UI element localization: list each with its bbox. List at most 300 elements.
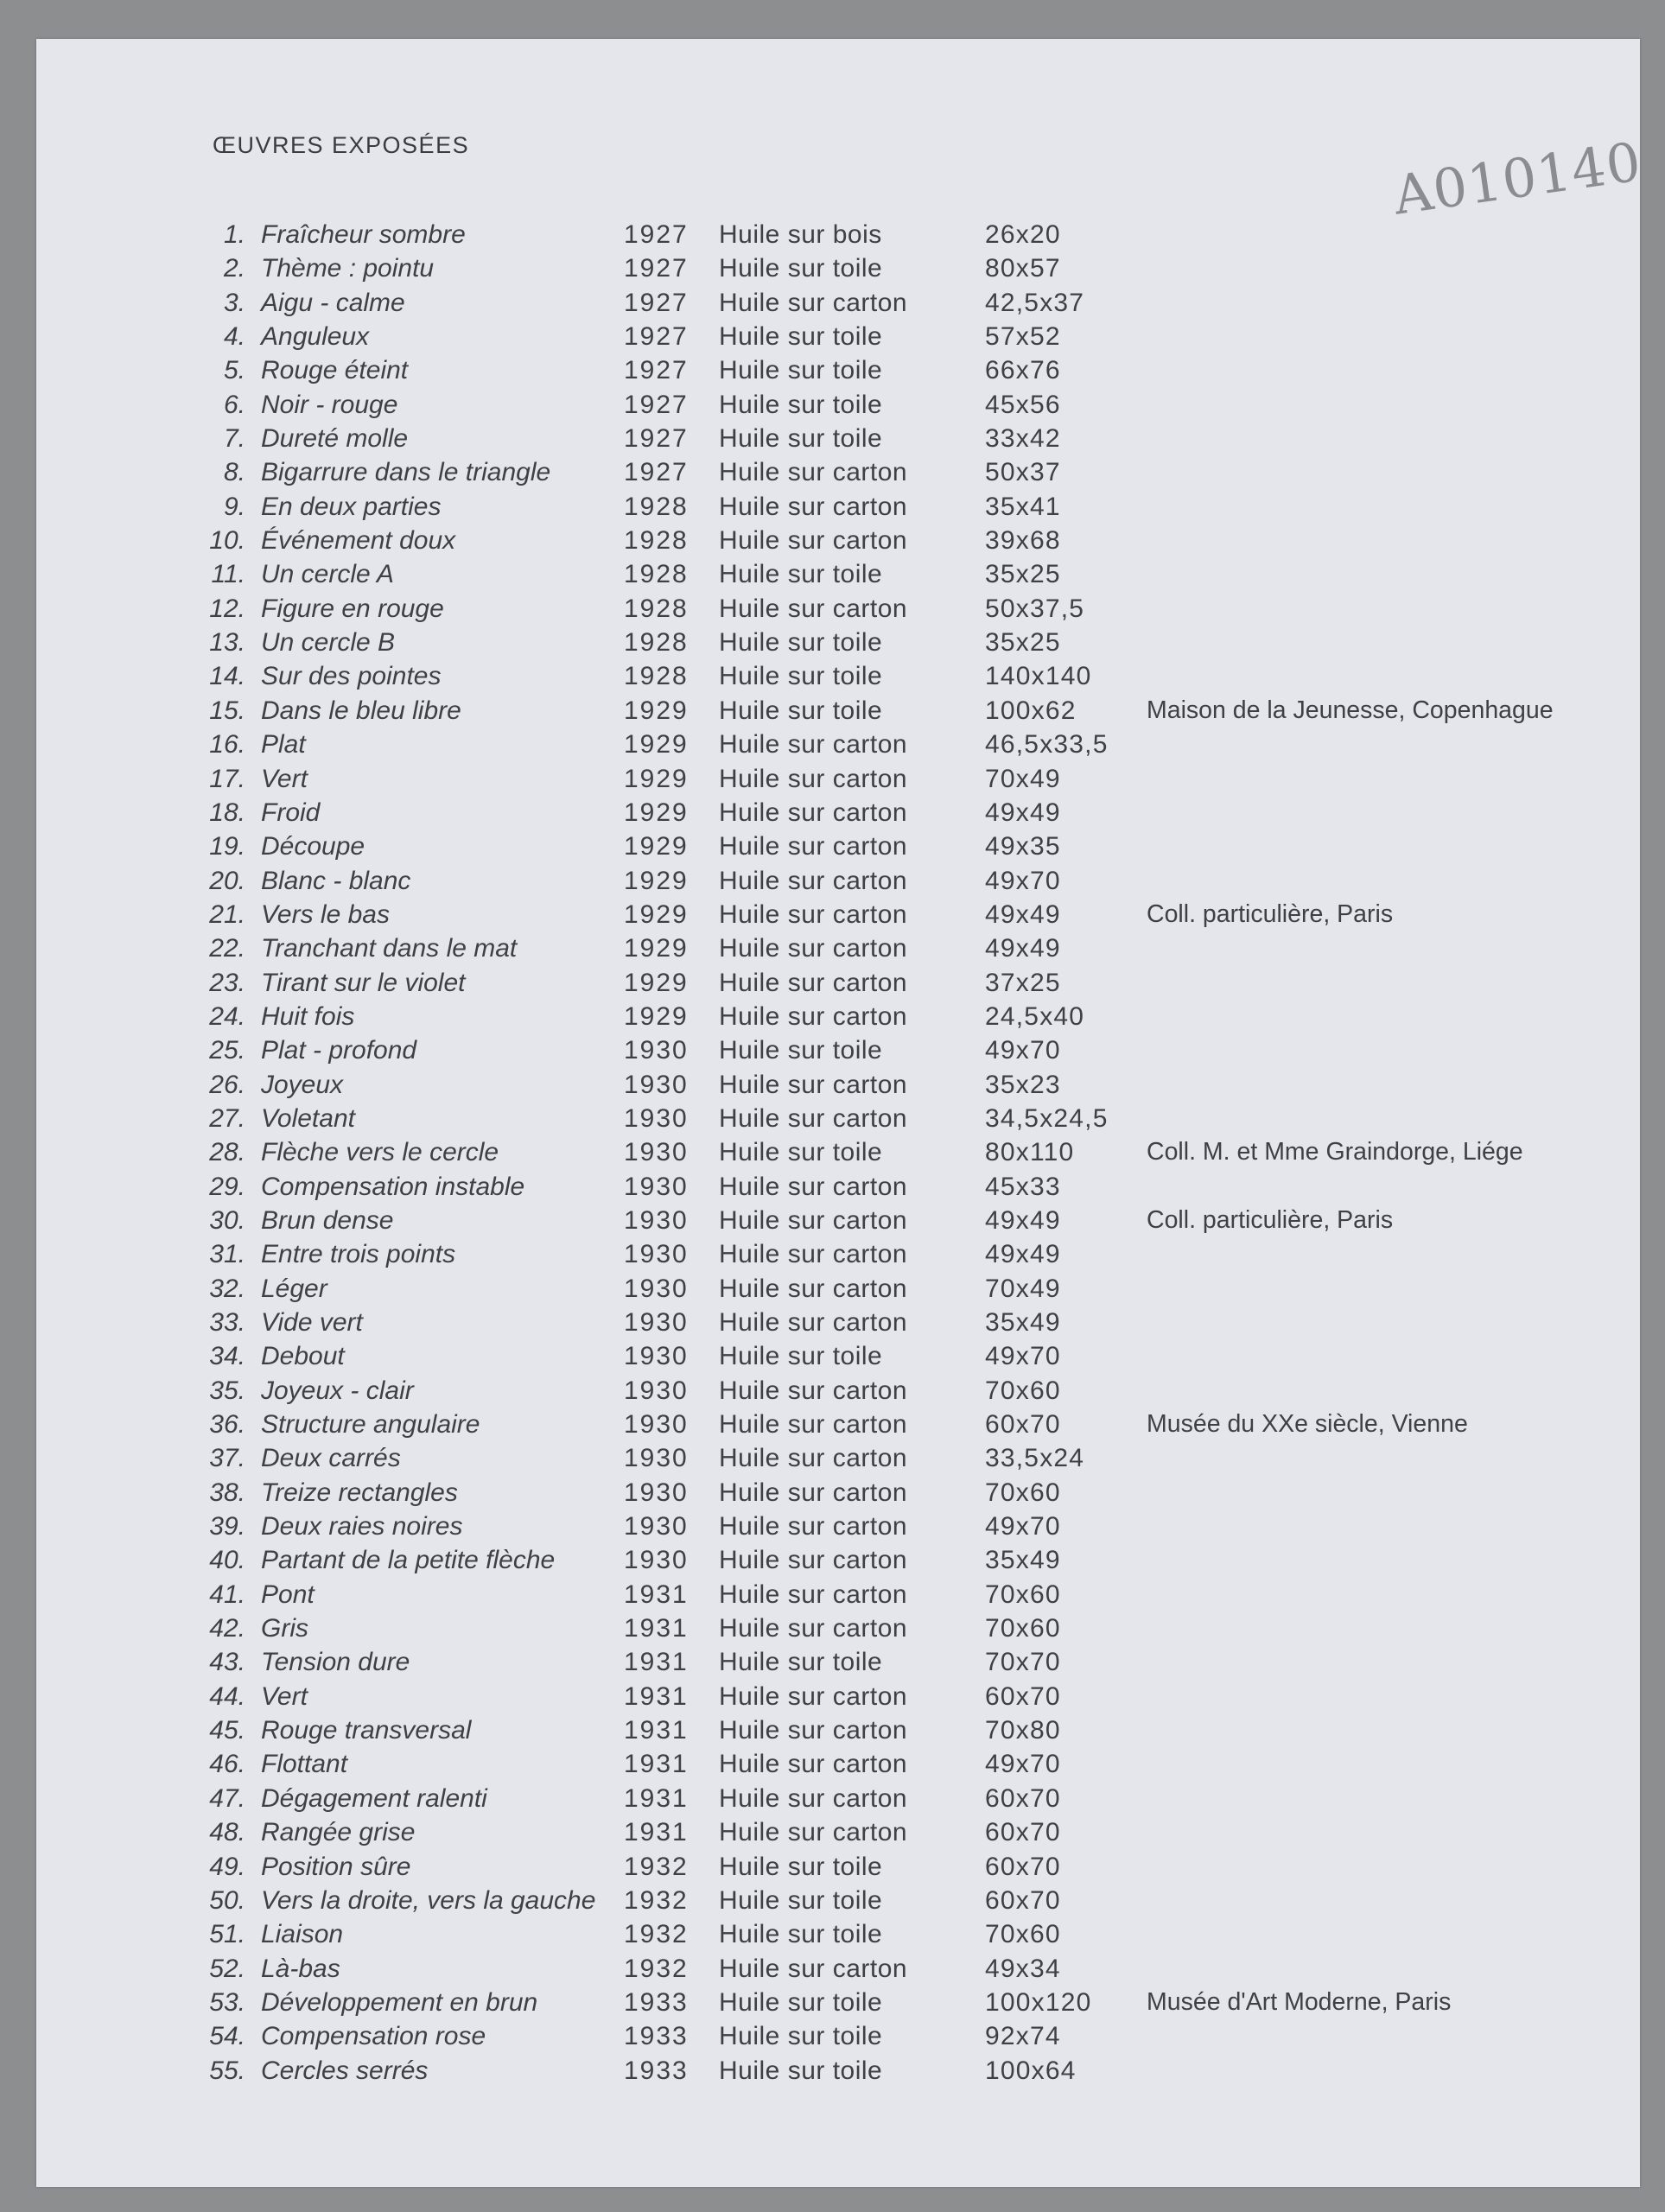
work-year: 1930 xyxy=(624,1205,689,1235)
work-number: 23. xyxy=(209,968,245,997)
list-item xyxy=(36,254,1640,288)
work-collection: Coll. particulière, Paris xyxy=(1147,899,1394,928)
work-number: 48. xyxy=(209,1818,245,1847)
work-medium: Huile sur toile xyxy=(719,1920,883,1949)
work-dimensions: 49x49 xyxy=(985,1240,1061,1269)
work-year: 1928 xyxy=(624,492,689,521)
work-year: 1931 xyxy=(624,1580,689,1609)
list-item xyxy=(36,1546,1640,1580)
work-title: Brun dense xyxy=(261,1205,394,1235)
list-item xyxy=(36,696,1640,730)
work-year: 1927 xyxy=(624,390,689,419)
work-number: 50. xyxy=(209,1885,245,1915)
work-dimensions: 49x49 xyxy=(985,934,1061,963)
work-year: 1930 xyxy=(624,1444,689,1473)
work-year: 1933 xyxy=(624,1987,689,2017)
work-number: 1. xyxy=(223,220,245,249)
work-medium: Huile sur carton xyxy=(719,492,908,521)
work-number: 9. xyxy=(223,492,245,521)
work-title: Aigu - calme xyxy=(261,288,405,317)
work-medium: Huile sur toile xyxy=(719,696,883,725)
work-number: 22. xyxy=(209,934,245,963)
work-title: Compensation rose xyxy=(261,2022,486,2051)
work-dimensions: 60x70 xyxy=(985,1885,1061,1915)
work-medium: Huile sur toile xyxy=(719,2022,883,2051)
work-dimensions: 70x60 xyxy=(985,1580,1061,1609)
work-title: Structure angulaire xyxy=(261,1410,480,1440)
work-title: Pont xyxy=(261,1580,315,1609)
work-title: Joyeux xyxy=(261,1070,344,1099)
list-item xyxy=(36,1784,1640,1818)
work-dimensions: 50x37 xyxy=(985,458,1061,487)
work-dimensions: 26x20 xyxy=(985,220,1061,249)
work-dimensions: 42,5x37 xyxy=(985,288,1085,317)
work-year: 1931 xyxy=(624,1648,689,1677)
work-number: 2. xyxy=(223,254,245,283)
work-collection: Coll. M. et Mme Graindorge, Liége xyxy=(1147,1138,1523,1166)
work-medium: Huile sur carton xyxy=(719,526,908,556)
work-medium: Huile sur carton xyxy=(719,1205,908,1235)
work-title: Léger xyxy=(261,1274,327,1303)
list-item xyxy=(36,220,1640,254)
work-year: 1931 xyxy=(624,1681,689,1711)
list-item xyxy=(36,1240,1640,1274)
work-title: Entre trois points xyxy=(261,1240,456,1269)
work-number: 44. xyxy=(209,1681,245,1711)
list-item xyxy=(36,1886,1640,1920)
work-title: Cercles serrés xyxy=(261,2056,429,2085)
work-number: 52. xyxy=(209,1954,245,1983)
work-number: 41. xyxy=(209,1580,245,1609)
work-number: 5. xyxy=(223,356,245,385)
list-item xyxy=(36,1138,1640,1172)
work-title: Noir - rouge xyxy=(261,390,398,419)
list-item xyxy=(36,1580,1640,1614)
work-dimensions: 45x33 xyxy=(985,1172,1061,1201)
work-medium: Huile sur carton xyxy=(719,832,908,861)
catalog-page xyxy=(36,39,1646,2187)
work-number: 55. xyxy=(209,2056,245,2085)
work-dimensions: 35x25 xyxy=(985,628,1061,658)
work-collection: Musée d'Art Moderne, Paris xyxy=(1147,1987,1452,2016)
list-item xyxy=(36,1750,1640,1783)
work-year: 1929 xyxy=(624,764,689,793)
work-dimensions: 60x70 xyxy=(985,1783,1061,1813)
work-number: 21. xyxy=(209,899,245,929)
work-medium: Huile sur carton xyxy=(719,288,908,317)
list-item xyxy=(36,798,1640,832)
work-title: Gris xyxy=(261,1614,308,1643)
work-year: 1930 xyxy=(624,1036,689,1065)
work-title: Anguleux xyxy=(261,322,370,352)
work-dimensions: 24,5x40 xyxy=(985,1001,1085,1031)
work-medium: Huile sur carton xyxy=(719,899,908,929)
work-number: 42. xyxy=(209,1614,245,1643)
list-item xyxy=(36,1682,1640,1716)
work-title: Vide vert xyxy=(261,1308,363,1337)
work-dimensions: 49x49 xyxy=(985,899,1061,929)
work-title: Vers la droite, vers la gauche xyxy=(261,1885,596,1915)
work-dimensions: 34,5x24,5 xyxy=(985,1103,1109,1133)
work-number: 30. xyxy=(209,1205,245,1235)
work-medium: Huile sur toile xyxy=(719,1648,883,1677)
work-number: 13. xyxy=(209,628,245,658)
work-title: Debout xyxy=(261,1342,345,1371)
work-medium: Huile sur carton xyxy=(719,934,908,963)
work-number: 4. xyxy=(223,322,245,352)
work-dimensions: 80x110 xyxy=(985,1138,1075,1167)
work-year: 1927 xyxy=(624,424,689,454)
work-number: 40. xyxy=(209,1546,245,1575)
work-number: 14. xyxy=(209,662,245,691)
work-number: 16. xyxy=(209,730,245,760)
work-year: 1930 xyxy=(624,1070,689,1099)
work-year: 1927 xyxy=(624,356,689,385)
work-medium: Huile sur carton xyxy=(719,1783,908,1813)
list-item xyxy=(36,1071,1640,1104)
work-number: 20. xyxy=(209,866,245,895)
work-year: 1929 xyxy=(624,730,689,760)
work-year: 1930 xyxy=(624,1512,689,1541)
work-dimensions: 37x25 xyxy=(985,968,1061,997)
work-medium: Huile sur carton xyxy=(719,866,908,895)
work-title: Dégagement ralenti xyxy=(261,1783,487,1813)
list-item xyxy=(36,1342,1640,1376)
work-title: Compensation instable xyxy=(261,1172,525,1201)
work-dimensions: 100x120 xyxy=(985,1987,1092,2017)
work-title: Sur des pointes xyxy=(261,662,442,691)
work-medium: Huile sur carton xyxy=(719,1478,908,1507)
work-medium: Huile sur carton xyxy=(719,1750,908,1779)
work-dimensions: 70x60 xyxy=(985,1614,1061,1643)
work-collection: Musée du XXe siècle, Vienne xyxy=(1147,1410,1468,1439)
list-item xyxy=(36,900,1640,934)
work-year: 1930 xyxy=(624,1274,689,1303)
work-year: 1932 xyxy=(624,1954,689,1983)
work-dimensions: 49x70 xyxy=(985,1342,1061,1371)
work-year: 1931 xyxy=(624,1783,689,1813)
work-number: 33. xyxy=(209,1308,245,1337)
list-item xyxy=(36,1716,1640,1750)
work-title: Huit fois xyxy=(261,1001,355,1031)
work-title: Tension dure xyxy=(261,1648,410,1677)
work-title: Vert xyxy=(261,764,308,793)
work-dimensions: 60x70 xyxy=(985,1818,1061,1847)
work-year: 1927 xyxy=(624,254,689,283)
work-year: 1929 xyxy=(624,899,689,929)
work-dimensions: 92x74 xyxy=(985,2022,1061,2051)
work-number: 17. xyxy=(209,764,245,793)
work-dimensions: 45x56 xyxy=(985,390,1061,419)
list-item xyxy=(36,1853,1640,1886)
work-number: 49. xyxy=(209,1852,245,1881)
work-medium: Huile sur carton xyxy=(719,1818,908,1847)
work-year: 1932 xyxy=(624,1852,689,1881)
work-dimensions: 49x49 xyxy=(985,1205,1061,1235)
work-number: 6. xyxy=(223,390,245,419)
work-year: 1927 xyxy=(624,220,689,249)
work-medium: Huile sur toile xyxy=(719,628,883,658)
work-number: 26. xyxy=(209,1070,245,1099)
list-item xyxy=(36,289,1640,322)
work-title: Blanc - blanc xyxy=(261,866,411,895)
work-number: 28. xyxy=(209,1138,245,1167)
work-title: Voletant xyxy=(261,1103,355,1133)
work-title: Tirant sur le violet xyxy=(261,968,466,997)
work-title: Plat - profond xyxy=(261,1036,417,1065)
work-medium: Huile sur carton xyxy=(719,1716,908,1745)
work-medium: Huile sur carton xyxy=(719,1954,908,1983)
work-number: 38. xyxy=(209,1478,245,1507)
work-dimensions: 70x49 xyxy=(985,764,1061,793)
work-number: 11. xyxy=(211,560,245,589)
list-item xyxy=(36,2022,1640,2056)
work-title: Rangée grise xyxy=(261,1818,416,1847)
work-title: Un cercle A xyxy=(261,560,394,589)
list-item xyxy=(36,1376,1640,1410)
list-item xyxy=(36,1648,1640,1681)
work-medium: Huile sur toile xyxy=(719,1342,883,1371)
work-year: 1931 xyxy=(624,1716,689,1745)
work-dimensions: 70x80 xyxy=(985,1716,1061,1745)
work-number: 39. xyxy=(209,1512,245,1541)
work-dimensions: 60x70 xyxy=(985,1681,1061,1711)
list-item xyxy=(36,1614,1640,1648)
list-item xyxy=(36,1206,1640,1240)
list-item xyxy=(36,356,1640,390)
archive-number: A010140 xyxy=(1389,130,1646,227)
work-medium: Huile sur toile xyxy=(719,1138,883,1167)
work-collection: Coll. particulière, Paris xyxy=(1147,1205,1394,1234)
work-medium: Huile sur toile xyxy=(719,2056,883,2085)
work-number: 47. xyxy=(209,1783,245,1813)
work-medium: Huile sur carton xyxy=(719,968,908,997)
work-medium: Huile sur toile xyxy=(719,1987,883,2017)
work-number: 29. xyxy=(209,1172,245,1201)
work-year: 1930 xyxy=(624,1172,689,1201)
work-number: 36. xyxy=(209,1410,245,1440)
work-title: Développement en brun xyxy=(261,1987,538,2017)
work-title: Partant de la petite flèche xyxy=(261,1546,556,1575)
work-dimensions: 100x64 xyxy=(985,2056,1077,2085)
work-number: 32. xyxy=(209,1274,245,1303)
work-dimensions: 49x70 xyxy=(985,1512,1061,1541)
list-item xyxy=(36,1308,1640,1342)
work-title: Treize rectangles xyxy=(261,1478,458,1507)
work-title: Vert xyxy=(261,1681,308,1711)
work-medium: Huile sur carton xyxy=(719,1172,908,1201)
work-title: Rouge transversal xyxy=(261,1716,472,1745)
work-medium: Huile sur carton xyxy=(719,1410,908,1440)
list-item xyxy=(36,560,1640,594)
work-number: 3. xyxy=(223,288,245,317)
work-number: 43. xyxy=(209,1648,245,1677)
list-item xyxy=(36,594,1640,628)
work-medium: Huile sur carton xyxy=(719,1512,908,1541)
work-title: Flèche vers le cercle xyxy=(261,1138,499,1167)
list-item xyxy=(36,1955,1640,1988)
work-number: 46. xyxy=(209,1750,245,1779)
work-year: 1930 xyxy=(624,1376,689,1405)
list-item xyxy=(36,765,1640,798)
work-dimensions: 70x60 xyxy=(985,1920,1061,1949)
work-dimensions: 70x60 xyxy=(985,1478,1061,1507)
work-dimensions: 100x62 xyxy=(985,696,1077,725)
work-medium: Huile sur carton xyxy=(719,1001,908,1031)
work-year: 1930 xyxy=(624,1240,689,1269)
work-dimensions: 70x49 xyxy=(985,1274,1061,1303)
work-year: 1933 xyxy=(624,2056,689,2085)
work-dimensions: 35x41 xyxy=(985,492,1061,521)
work-title: Froid xyxy=(261,798,321,827)
work-title: Rouge éteint xyxy=(261,356,409,385)
work-number: 37. xyxy=(209,1444,245,1473)
work-dimensions: 35x49 xyxy=(985,1546,1061,1575)
work-dimensions: 49x34 xyxy=(985,1954,1061,1983)
list-item xyxy=(36,1512,1640,1546)
work-year: 1930 xyxy=(624,1103,689,1133)
work-title: Fraîcheur sombre xyxy=(261,220,466,249)
work-number: 45. xyxy=(209,1716,245,1745)
work-medium: Huile sur bois xyxy=(719,220,882,249)
work-title: Dans le bleu libre xyxy=(261,696,461,725)
list-item xyxy=(36,1036,1640,1070)
work-medium: Huile sur carton xyxy=(719,1580,908,1609)
work-dimensions: 80x57 xyxy=(985,254,1061,283)
work-year: 1933 xyxy=(624,2022,689,2051)
work-number: 27. xyxy=(209,1103,245,1133)
work-medium: Huile sur toile xyxy=(719,1852,883,1881)
work-dimensions: 70x60 xyxy=(985,1376,1061,1405)
work-year: 1932 xyxy=(624,1920,689,1949)
page-heading: ŒUVRES EXPOSÉES xyxy=(213,132,470,158)
list-item xyxy=(36,322,1640,356)
work-dimensions: 49x70 xyxy=(985,1750,1061,1779)
list-item xyxy=(36,1104,1640,1138)
list-item xyxy=(36,424,1640,458)
work-year: 1929 xyxy=(624,696,689,725)
work-medium: Huile sur toile xyxy=(719,322,883,352)
work-dimensions: 33,5x24 xyxy=(985,1444,1085,1473)
work-medium: Huile sur carton xyxy=(719,1240,908,1269)
work-number: 8. xyxy=(223,458,245,487)
work-medium: Huile sur carton xyxy=(719,1444,908,1473)
work-collection: Maison de la Jeunesse, Copenhague xyxy=(1147,696,1554,724)
work-dimensions: 57x52 xyxy=(985,322,1061,352)
list-item xyxy=(36,391,1640,424)
list-item xyxy=(36,934,1640,968)
work-medium: Huile sur carton xyxy=(719,1308,908,1337)
work-dimensions: 70x70 xyxy=(985,1648,1061,1677)
work-medium: Huile sur carton xyxy=(719,1103,908,1133)
work-medium: Huile sur carton xyxy=(719,1546,908,1575)
work-year: 1930 xyxy=(624,1478,689,1507)
list-item xyxy=(36,526,1640,560)
list-item xyxy=(36,1410,1640,1444)
work-medium: Huile sur toile xyxy=(719,356,883,385)
works-list xyxy=(36,220,1640,2090)
work-year: 1931 xyxy=(624,1750,689,1779)
work-number: 53. xyxy=(209,1987,245,2017)
work-title: Flottant xyxy=(261,1750,348,1779)
work-year: 1929 xyxy=(624,866,689,895)
work-number: 10. xyxy=(209,526,245,556)
work-medium: Huile sur carton xyxy=(719,730,908,760)
work-dimensions: 49x70 xyxy=(985,1036,1061,1065)
work-title: Événement doux xyxy=(261,526,456,556)
work-dimensions: 60x70 xyxy=(985,1410,1061,1440)
work-title: Découpe xyxy=(261,832,365,861)
work-year: 1927 xyxy=(624,288,689,317)
work-year: 1932 xyxy=(624,1885,689,1915)
work-title: Un cercle B xyxy=(261,628,396,658)
work-year: 1929 xyxy=(624,798,689,827)
work-number: 51. xyxy=(209,1920,245,1949)
work-title: Joyeux - clair xyxy=(261,1376,414,1405)
list-item xyxy=(36,2056,1640,2090)
work-year: 1931 xyxy=(624,1614,689,1643)
work-medium: Huile sur carton xyxy=(719,1070,908,1099)
list-item xyxy=(36,493,1640,526)
work-year: 1930 xyxy=(624,1410,689,1440)
work-medium: Huile sur toile xyxy=(719,1885,883,1915)
work-year: 1929 xyxy=(624,1001,689,1031)
work-year: 1928 xyxy=(624,594,689,623)
work-medium: Huile sur carton xyxy=(719,594,908,623)
list-item xyxy=(36,1920,1640,1954)
work-dimensions: 49x35 xyxy=(985,832,1061,861)
work-title: Là-bas xyxy=(261,1954,340,1983)
work-title: Thème : pointu xyxy=(261,254,435,283)
work-number: 35. xyxy=(209,1376,245,1405)
list-item xyxy=(36,832,1640,866)
list-item xyxy=(36,1002,1640,1036)
work-medium: Huile sur carton xyxy=(719,764,908,793)
work-number: 18. xyxy=(209,798,245,827)
work-title: Position sûre xyxy=(261,1852,411,1881)
work-year: 1930 xyxy=(624,1308,689,1337)
work-medium: Huile sur toile xyxy=(719,254,883,283)
work-medium: Huile sur toile xyxy=(719,560,883,589)
work-year: 1930 xyxy=(624,1138,689,1167)
work-dimensions: 49x70 xyxy=(985,866,1061,895)
work-year: 1930 xyxy=(624,1342,689,1371)
list-item xyxy=(36,1444,1640,1478)
work-year: 1927 xyxy=(624,458,689,487)
work-dimensions: 49x49 xyxy=(985,798,1061,827)
work-dimensions: 39x68 xyxy=(985,526,1061,556)
work-medium: Huile sur carton xyxy=(719,1376,908,1405)
work-number: 34. xyxy=(209,1342,245,1371)
work-year: 1929 xyxy=(624,968,689,997)
list-item xyxy=(36,1818,1640,1852)
list-item xyxy=(36,628,1640,662)
work-dimensions: 50x37,5 xyxy=(985,594,1085,623)
work-title: Vers le bas xyxy=(261,899,390,929)
work-dimensions: 46,5x33,5 xyxy=(985,730,1109,760)
list-item xyxy=(36,1478,1640,1512)
work-medium: Huile sur carton xyxy=(719,1274,908,1303)
work-medium: Huile sur toile xyxy=(719,424,883,454)
work-year: 1927 xyxy=(624,322,689,352)
work-year: 1929 xyxy=(624,832,689,861)
work-number: 24. xyxy=(209,1001,245,1031)
work-year: 1928 xyxy=(624,662,689,691)
work-title: Dureté molle xyxy=(261,424,409,454)
work-dimensions: 60x70 xyxy=(985,1852,1061,1881)
work-year: 1928 xyxy=(624,628,689,658)
work-title: Deux carrés xyxy=(261,1444,401,1473)
